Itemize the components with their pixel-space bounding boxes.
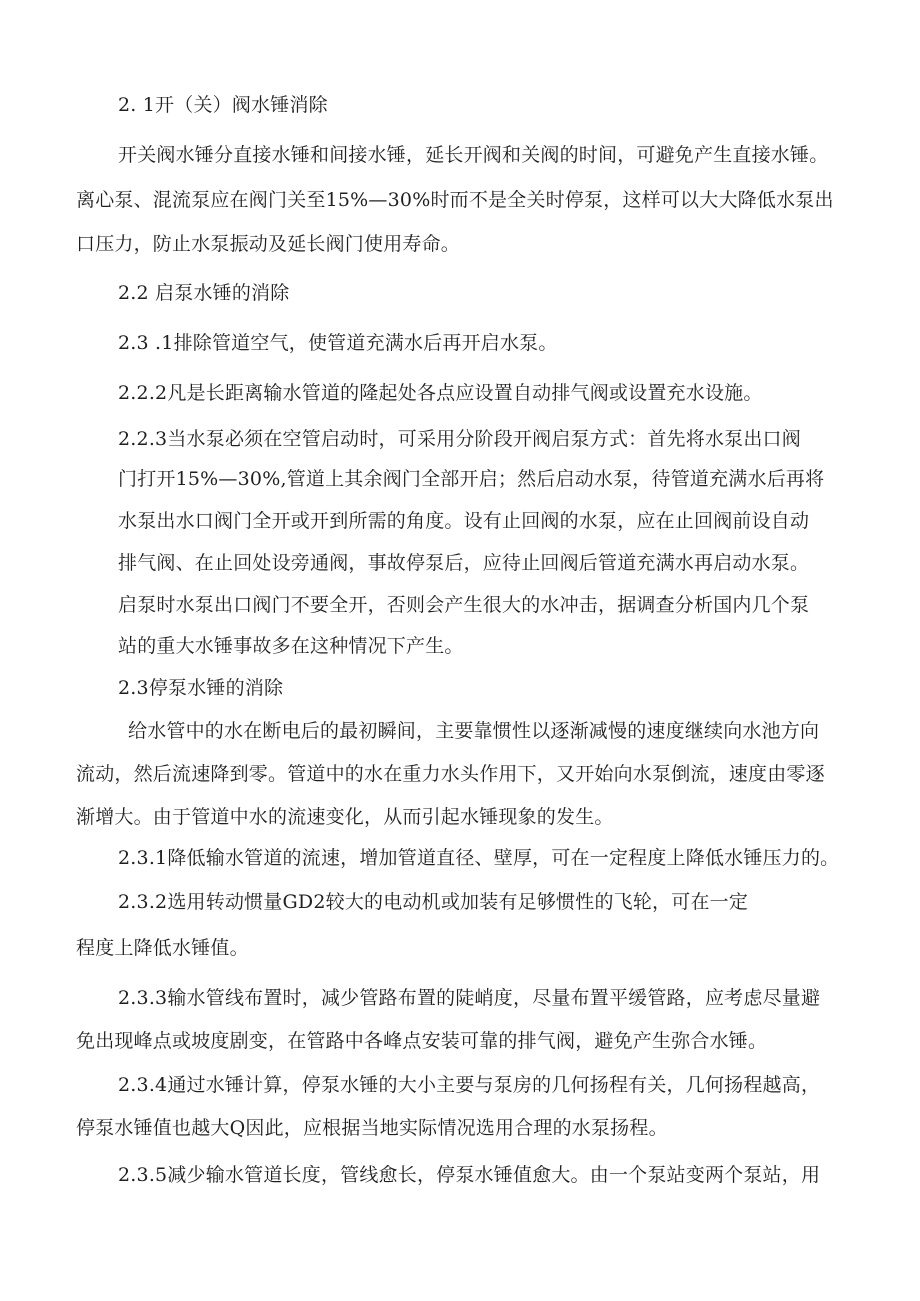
paragraph-line: 水泵出水口阀门全开或开到所需的角度。设有止回阀的水泵，应在止回阀前设自动	[118, 510, 810, 532]
paragraph-line: 站的重大水锤事故多在这种情况下产生。	[118, 635, 464, 657]
paragraph-line: 启泵时水泵出口阀门不要全开，否则会产生很大的水冲击，据调查分析国内几个泵	[118, 594, 810, 616]
paragraph-line: 程度上降低水锤值。	[76, 937, 249, 959]
paragraph-line: 2.3.5减少输水管道长度，管线愈长，停泵水锤值愈大。由一个泵站变两个泵站，用	[118, 1164, 821, 1186]
paragraph-line: 排气阀、在止回处设旁通阀，事故停泵后，应待止回阀后管道充满水再启动水泵。	[118, 552, 810, 574]
paragraph-line: 2.3.3输水管线布置时，减少管路布置的陡峭度，尽量布置平缓管路，应考虑尽量避	[118, 987, 821, 1009]
paragraph-line: 2.3.1降低输水管道的流速，增加管道直径、壁厚，可在一定程度上降低水锤压力的。	[118, 847, 840, 869]
paragraph-line: 口压力，防止水泵振动及延长阀门使用寿命。	[76, 233, 461, 255]
paragraph-line: 开关阀水锤分直接水锤和间接水锤，延长开阀和关阀的时间，可避免产生直接水锤。	[118, 144, 829, 166]
section-heading-2-3: 2.3停泵水锤的消除	[118, 677, 284, 699]
section-heading-2-1: 2. 1开（关）阀水锤消除	[118, 94, 328, 116]
paragraph-line: 2.3 .1排除管道空气，使管道充满水后再开启水泵。	[118, 332, 558, 354]
section-heading-2-2: 2.2 启泵水锤的消除	[118, 282, 290, 304]
paragraph-line: 给水管中的水在断电后的最初瞬间，主要靠惯性以逐渐减慢的速度继续向水池方向	[128, 720, 820, 742]
paragraph-line: 2.3.2选用转动惯量GD2较大的电动机或加装有足够惯性的飞轮，可在一定	[118, 891, 749, 913]
paragraph-line: 流动，然后流速降到零。管道中的水在重力水头作用下，又开始向水泵倒流，速度由零逐	[76, 763, 825, 785]
paragraph-line: 2.2.3当水泵必须在空管启动时，可采用分阶段开阀启泵方式：首先将水泵出口阀	[118, 428, 801, 450]
paragraph-line: 2.3.4通过水锤计算，停泵水锤的大小主要与泵房的几何扬程有关，几何扬程越高，	[118, 1074, 821, 1096]
paragraph-line: 离心泵、混流泵应在阀门关至15%—30%时而不是全关时停泵，这样可以大大降低水泵出	[76, 189, 834, 211]
paragraph-line: 渐增大。由于管道中水的流速变化，从而引起水锤现象的发生。	[76, 806, 614, 828]
paragraph-line: 2.2.2凡是长距离输水管道的隆起处各点应设置自动排气阀或设置充水设施。	[118, 382, 763, 404]
paragraph-line: 停泵水锤值也越大Q因此，应根据当地实际情况选用合理的水泵扬程。	[76, 1117, 668, 1139]
paragraph-line: 免出现峰点或坡度剧变，在管路中各峰点安装可靠的排气阀，避免产生弥合水锤。	[76, 1030, 768, 1052]
paragraph-line: 门打开15%—30%,管道上其余阀门全部开启；然后启动水泵，待管道充满水后再将	[118, 468, 825, 490]
